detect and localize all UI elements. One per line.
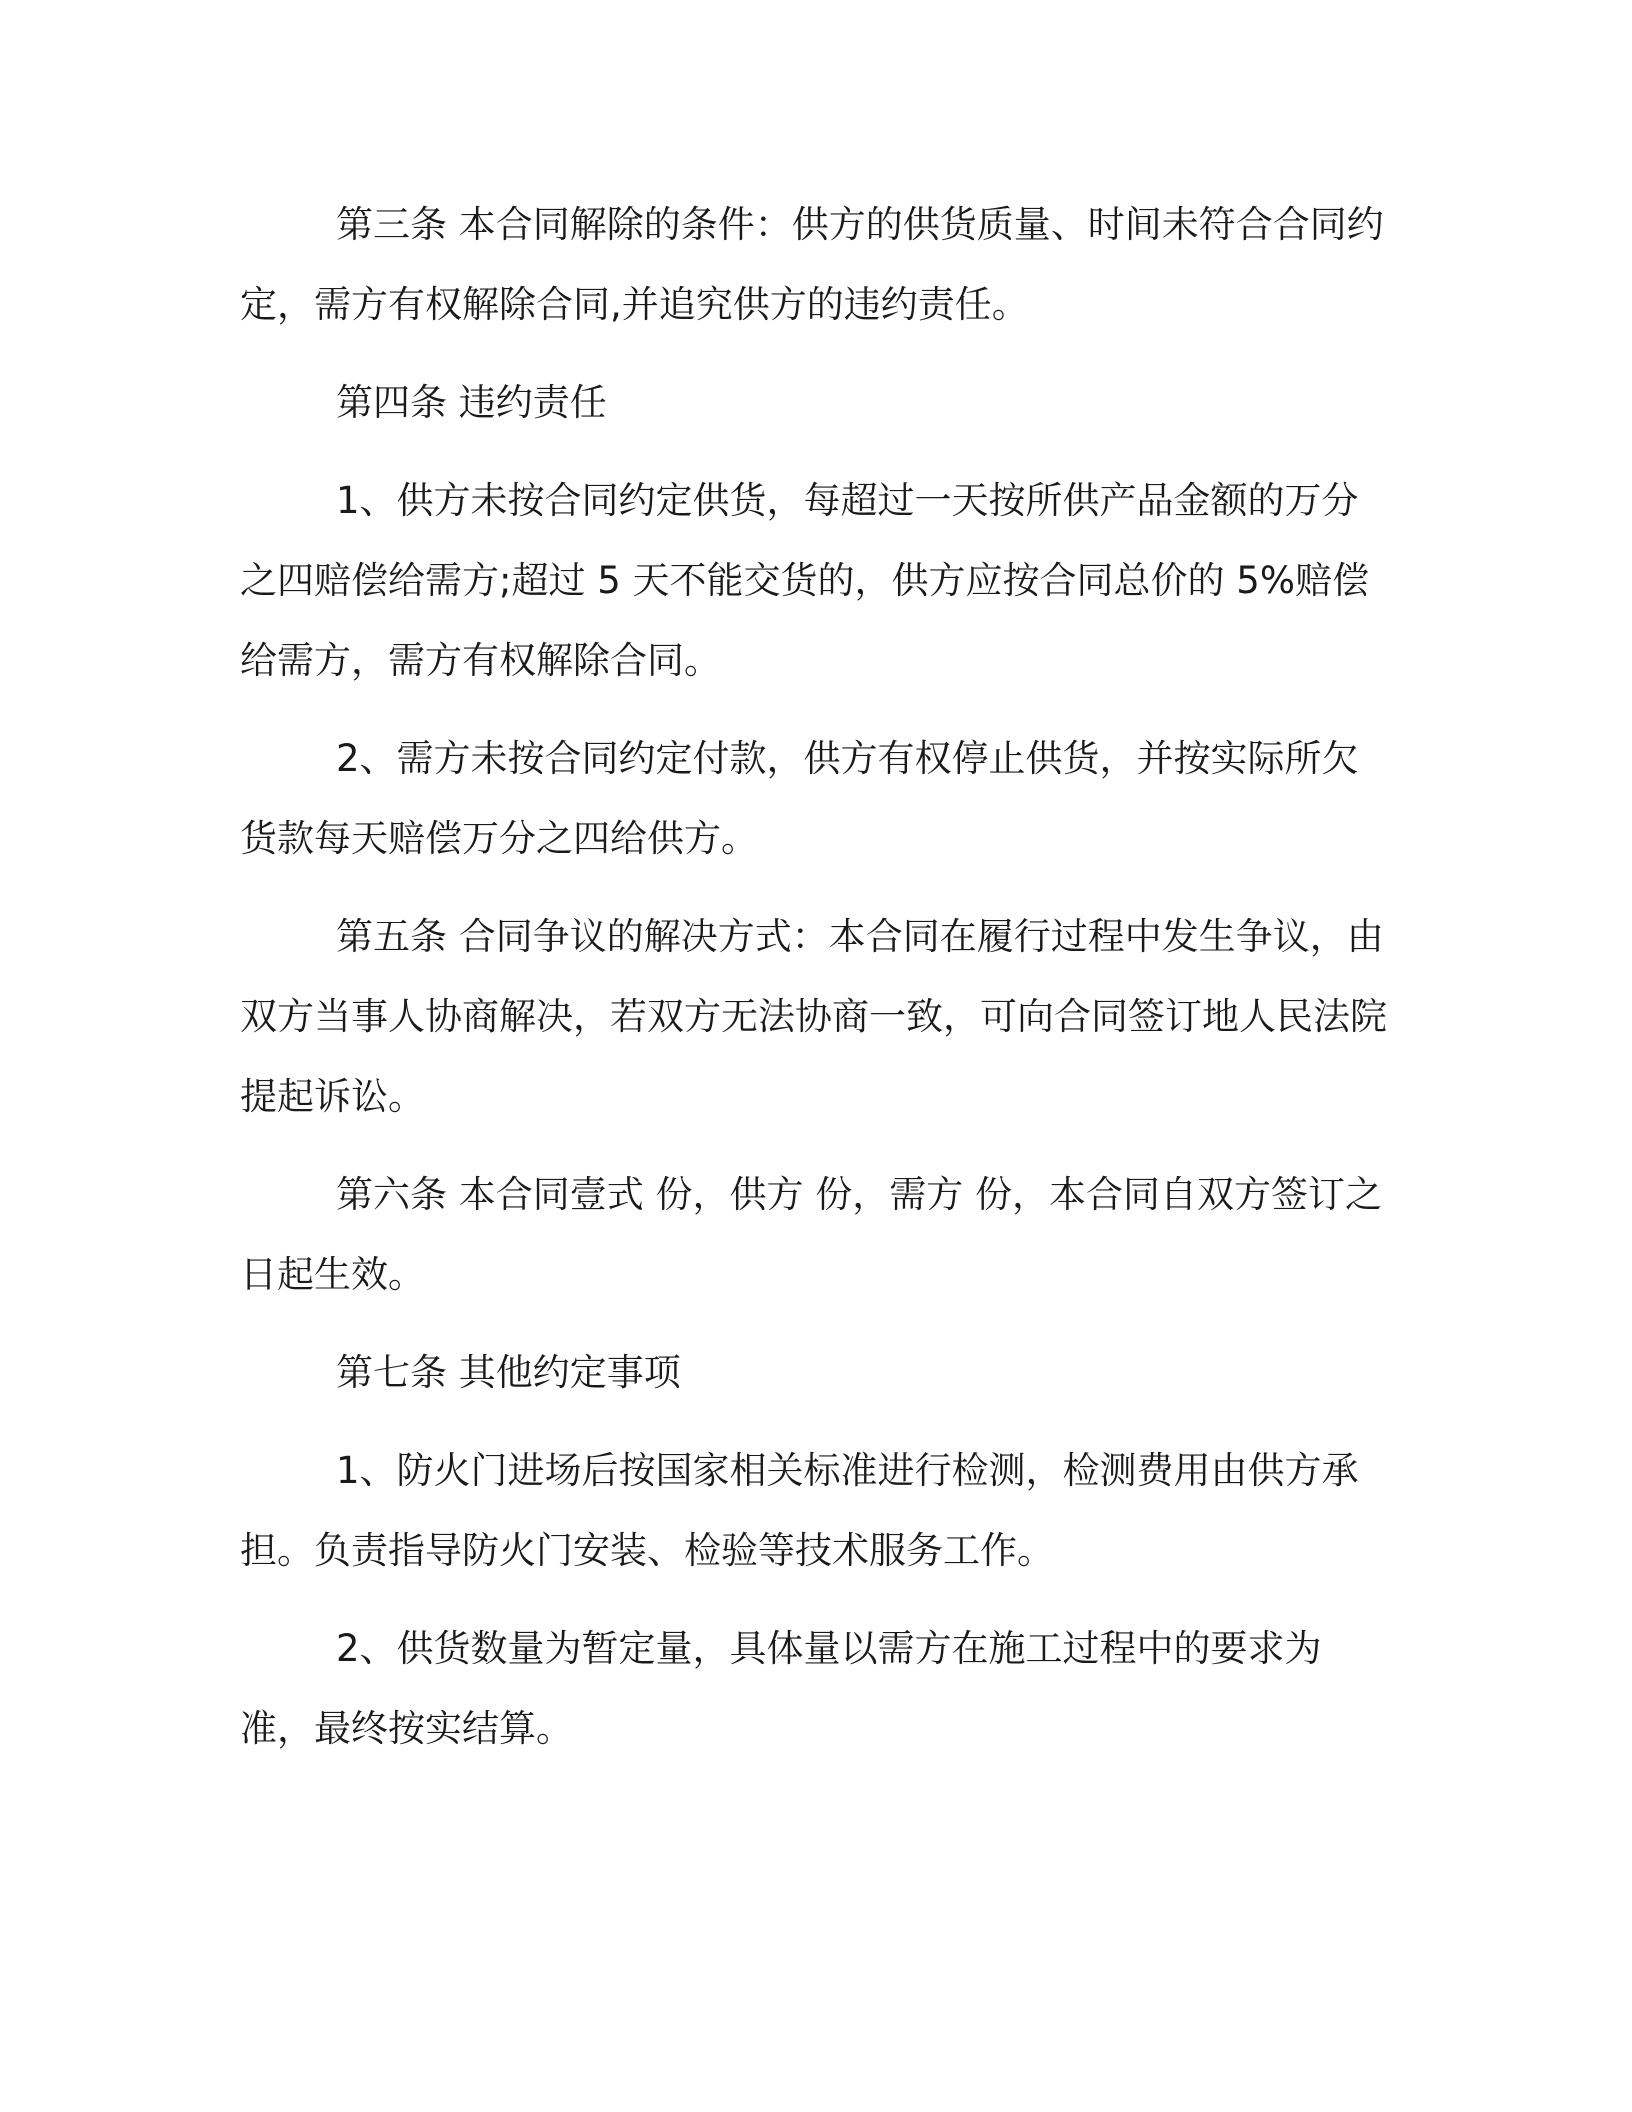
article-7-item-1: 1、防火门进场后按国家相关标准进行检测，检测费用由供方承担。负责指导防火门安装、检验等技术服务工作。 (240, 1449, 1359, 1572)
article-6-copies: 第六条 本合同壹式 份，供方 份，需方 份，本合同自双方签订之日起生效。 (240, 1173, 1383, 1296)
article-5-dispute: 第五条 合同争议的解决方式：本合同在履行过程中发生争议，由双方当事人协商解决，若双方无法协商一致，可向合同签订地人民法院提起诉讼。 (240, 915, 1387, 1118)
article-7-item-2: 2、供货数量为暂定量，具体量以需方在施工过程中的要求为准，最终按实结算。 (240, 1627, 1322, 1750)
article-3-termination: 第三条 本合同解除的条件：供方的供货质量、时间未符合合同约定，需方有权解除合同,并追究供方的违约责任。 (240, 203, 1384, 326)
document-body (240, 185, 1390, 1787)
article-4-item-2: 2、需方未按合同约定付款，供方有权停止供货，并按实际所欠货款每天赔偿万分之四给供方。 (240, 737, 1359, 860)
article-7-heading: 第七条 其他约定事项 (336, 1351, 681, 1394)
article-4-item-1: 1、供方未按合同约定供货，每超过一天按所供产品金额的万分之四赔偿给需方;超过 5 天不能交货的，供方应按合同总价的 5%赔偿给需方，需方有权解除合同。 (240, 479, 1369, 682)
article-4-heading: 第四条 违约责任 (336, 381, 607, 424)
